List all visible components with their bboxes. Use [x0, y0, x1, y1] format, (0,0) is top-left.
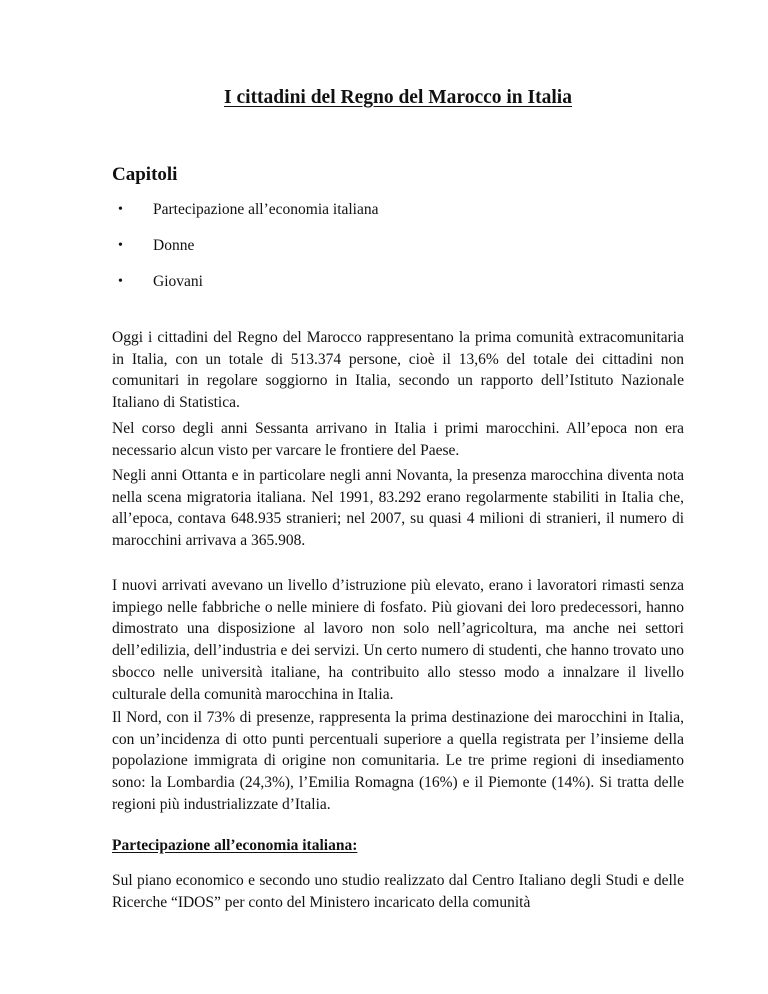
- chapter-item-youth: [112, 270, 379, 306]
- bullet-icon: •: [118, 274, 123, 289]
- paragraph-new-arrivals: I nuovi arrivati avevano un livello d’istruzione più elevato, erano i lavoratori rimasti senza impiego nelle fabbriche o nelle miniere di fosfato. Più giovani dei loro predecessori, hanno dimostrato una disposizione al lavoro non solo nell’agricoltura, ma anche nei settori dell’edilizia, dell’industria e dei servizi. Un certo numero di studenti, che hanno trovato uno sbocco nelle università italiane, ha contribuito allo stesso modo a innalzare il livello culturale della comunità marocchina in Italia.: [112, 577, 684, 703]
- chapter-item-economy: [112, 198, 379, 234]
- paragraph-economy: Sul piano economico e secondo uno studio realizzato dal Centro Italiano degli Studi e delle Ricerche “IDOS” per conto del Ministero incaricato della comunità: [112, 872, 684, 911]
- chapter-item-label: Donne: [153, 237, 195, 254]
- bullet-icon: •: [118, 238, 123, 253]
- economy-heading: Partecipazione all’economia italiana:: [112, 837, 358, 854]
- document-title: I cittadini del Regno del Marocco in Italia: [224, 87, 572, 108]
- chapters-heading: Capitoli: [112, 164, 178, 185]
- paragraph-eighties-nineties: Negli anni Ottanta e in particolare negli anni Novanta, la presenza marocchina diventa nota nella scena migratoria italiana. Nel 1991, 83.292 erano regolarmente stabiliti in Italia che, all’epoca, contava 648.935 stranieri; nel 2007, su quasi 4 milioni di stranieri, il numero di marocchini arrivava a 365.908.: [112, 467, 684, 550]
- paragraph-intro: Oggi i cittadini del Regno del Marocco rappresentano la prima comunità extracomunitaria in Italia, con un totale di 513.374 persone, cioè il 13,6% del totale dei cittadini non comunitari in regolare soggiorno in Italia, secondo un rapporto dell’Istituto Nazionale Italiano di Statistica.: [112, 329, 684, 412]
- chapter-item-women: [112, 234, 379, 270]
- chapter-item-label: Partecipazione all’economia italiana: [153, 201, 379, 218]
- paragraph-north-regions: Il Nord, con il 73% di presenze, rappresenta la prima destinazione dei marocchini in Italia, con un’incidenza di otto punti percentuali superiore a quella registrata per l’insieme della popolazione immigrata di origine non comunitaria. Le tre prime regioni di insediamento sono: la Lombardia (24,3%), l’Emilia Romagna (16%) e il Piemonte (14%). Si tratta delle regioni più industrializzate d’Italia.: [112, 709, 684, 813]
- chapter-item-label: Giovani: [153, 273, 203, 290]
- chapters-list: [112, 198, 379, 306]
- bullet-icon: •: [118, 202, 123, 217]
- paragraph-sixties: Nel corso degli anni Sessanta arrivano in Italia i primi marocchini. All’epoca non era necessario alcun visto per varcare le frontiere del Paese.: [112, 420, 684, 459]
